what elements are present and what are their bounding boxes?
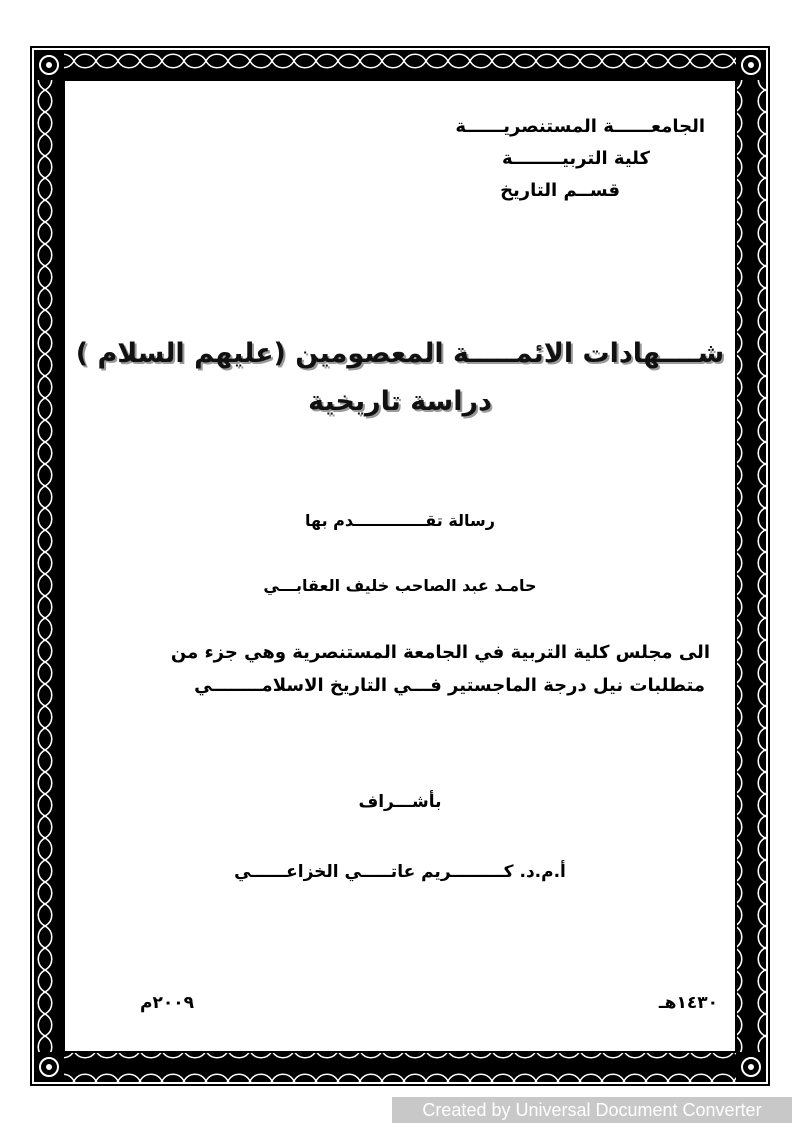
- supervision-label: بأشـــراف: [358, 792, 442, 812]
- presented-by-label: رسالة تقـــــــــــــدم بها: [305, 511, 495, 530]
- corner-ornament-icon: [34, 1052, 64, 1082]
- supervisor-name: أ.م.د. كـــــــــريم عاتـــــي الخزاعــــــي: [234, 862, 566, 882]
- corner-ornament-icon: [34, 50, 64, 80]
- purpose-line2: متطلبات نيل درجة الماجستير فـــي التاريخ الاسلامــــــــي: [194, 675, 705, 696]
- department-name: قســم التاريخ: [500, 180, 620, 201]
- university-name: الجامعــــــة المستنصريــــــة: [455, 116, 705, 137]
- corner-ornament-icon: [736, 1052, 766, 1082]
- date-gregorian: ٢٠٠٩م: [140, 993, 194, 1013]
- corner-ornament-icon: [736, 50, 766, 80]
- college-name: كلية التربيــــــــة: [501, 148, 650, 169]
- thesis-title-line2: دراسة تاريخية: [308, 386, 492, 417]
- purpose-line1: الى مجلس كلية التربية في الجامعة المستنصرية وهي جزء من: [170, 642, 710, 663]
- decorative-border: [30, 46, 770, 1086]
- author-name: حامـد عبد الصاحب خليف العقابـــي: [263, 576, 537, 595]
- date-hijri: ١٤٣٠هـ: [658, 993, 718, 1013]
- converter-watermark: Created by Universal Document Converter: [392, 1097, 792, 1123]
- thesis-title-line1: شــــهادات الائمـــــة المعصومين (عليهم السلام ): [75, 338, 725, 369]
